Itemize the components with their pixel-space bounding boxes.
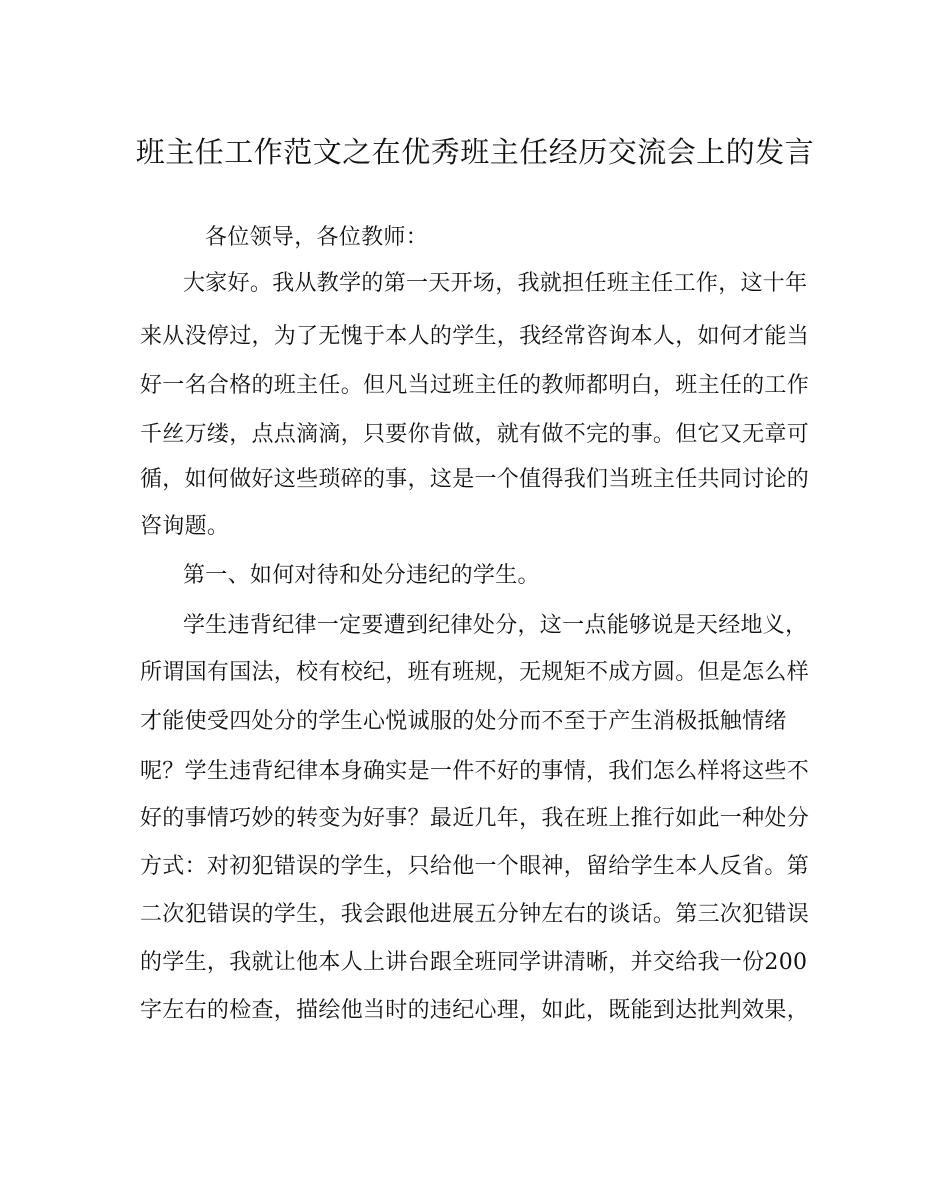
text-line: 各位领导，各位教师：	[205, 225, 429, 250]
document-title: 班主任工作范文之在优秀班主任经历交流会上的发言	[135, 135, 815, 169]
text-line: 千丝万缕，点点滴滴，只要你肯做，就有做不完的事。但它又无章可	[140, 422, 810, 447]
text-line: 循，如何做好这些琐碎的事，这是一个值得我们当班主任共同讨论的	[140, 467, 810, 492]
section-heading: 第一、如何对待和处分违纪的学生。	[183, 563, 540, 588]
text-line: 好的事情巧妙的转变为好事？最近几年，我在班上推行如此一种处分	[140, 806, 810, 831]
text-line: 所谓国有国法，校有校纪，班有班规，无规矩不成方圆。但是怎么样	[140, 660, 810, 685]
text-line: 来从没停过，为了无愧于本人的学生，我经常咨询本人，如何才能当	[140, 324, 810, 349]
text-line: 学生违背纪律一定要遭到纪律处分，这一点能够说是天经地义，	[183, 613, 808, 638]
text-line: 二次犯错误的学生，我会跟他进展五分钟左右的谈话。第三次犯错误	[140, 902, 810, 927]
text-line: 咨询题。	[140, 514, 230, 539]
text-line: 呢？学生违背纪律本身确实是一件不好的事情，我们怎么样将这些不	[140, 759, 810, 784]
text-line: 字左右的检查，描绘他当时的违纪心理，如此，既能到达批判效果，	[140, 998, 810, 1023]
text-line: 大家好。我从教学的第一天开场，我就担任班主任工作，这十年	[183, 271, 808, 296]
text-line: 才能使受四处分的学生心悦诚服的处分而不至于产生消极抵触情绪	[140, 709, 787, 734]
text-line: 的学生，我就让他本人上讲台跟全班同学讲清晰，并交给我一份200	[140, 950, 808, 975]
text-line: 方式：对初犯错误的学生，只给他一个眼神，留给学生本人反省。第	[140, 854, 810, 879]
text-line: 好一名合格的班主任。但凡当过班主任的教师都明白，班主任的工作	[140, 373, 810, 398]
